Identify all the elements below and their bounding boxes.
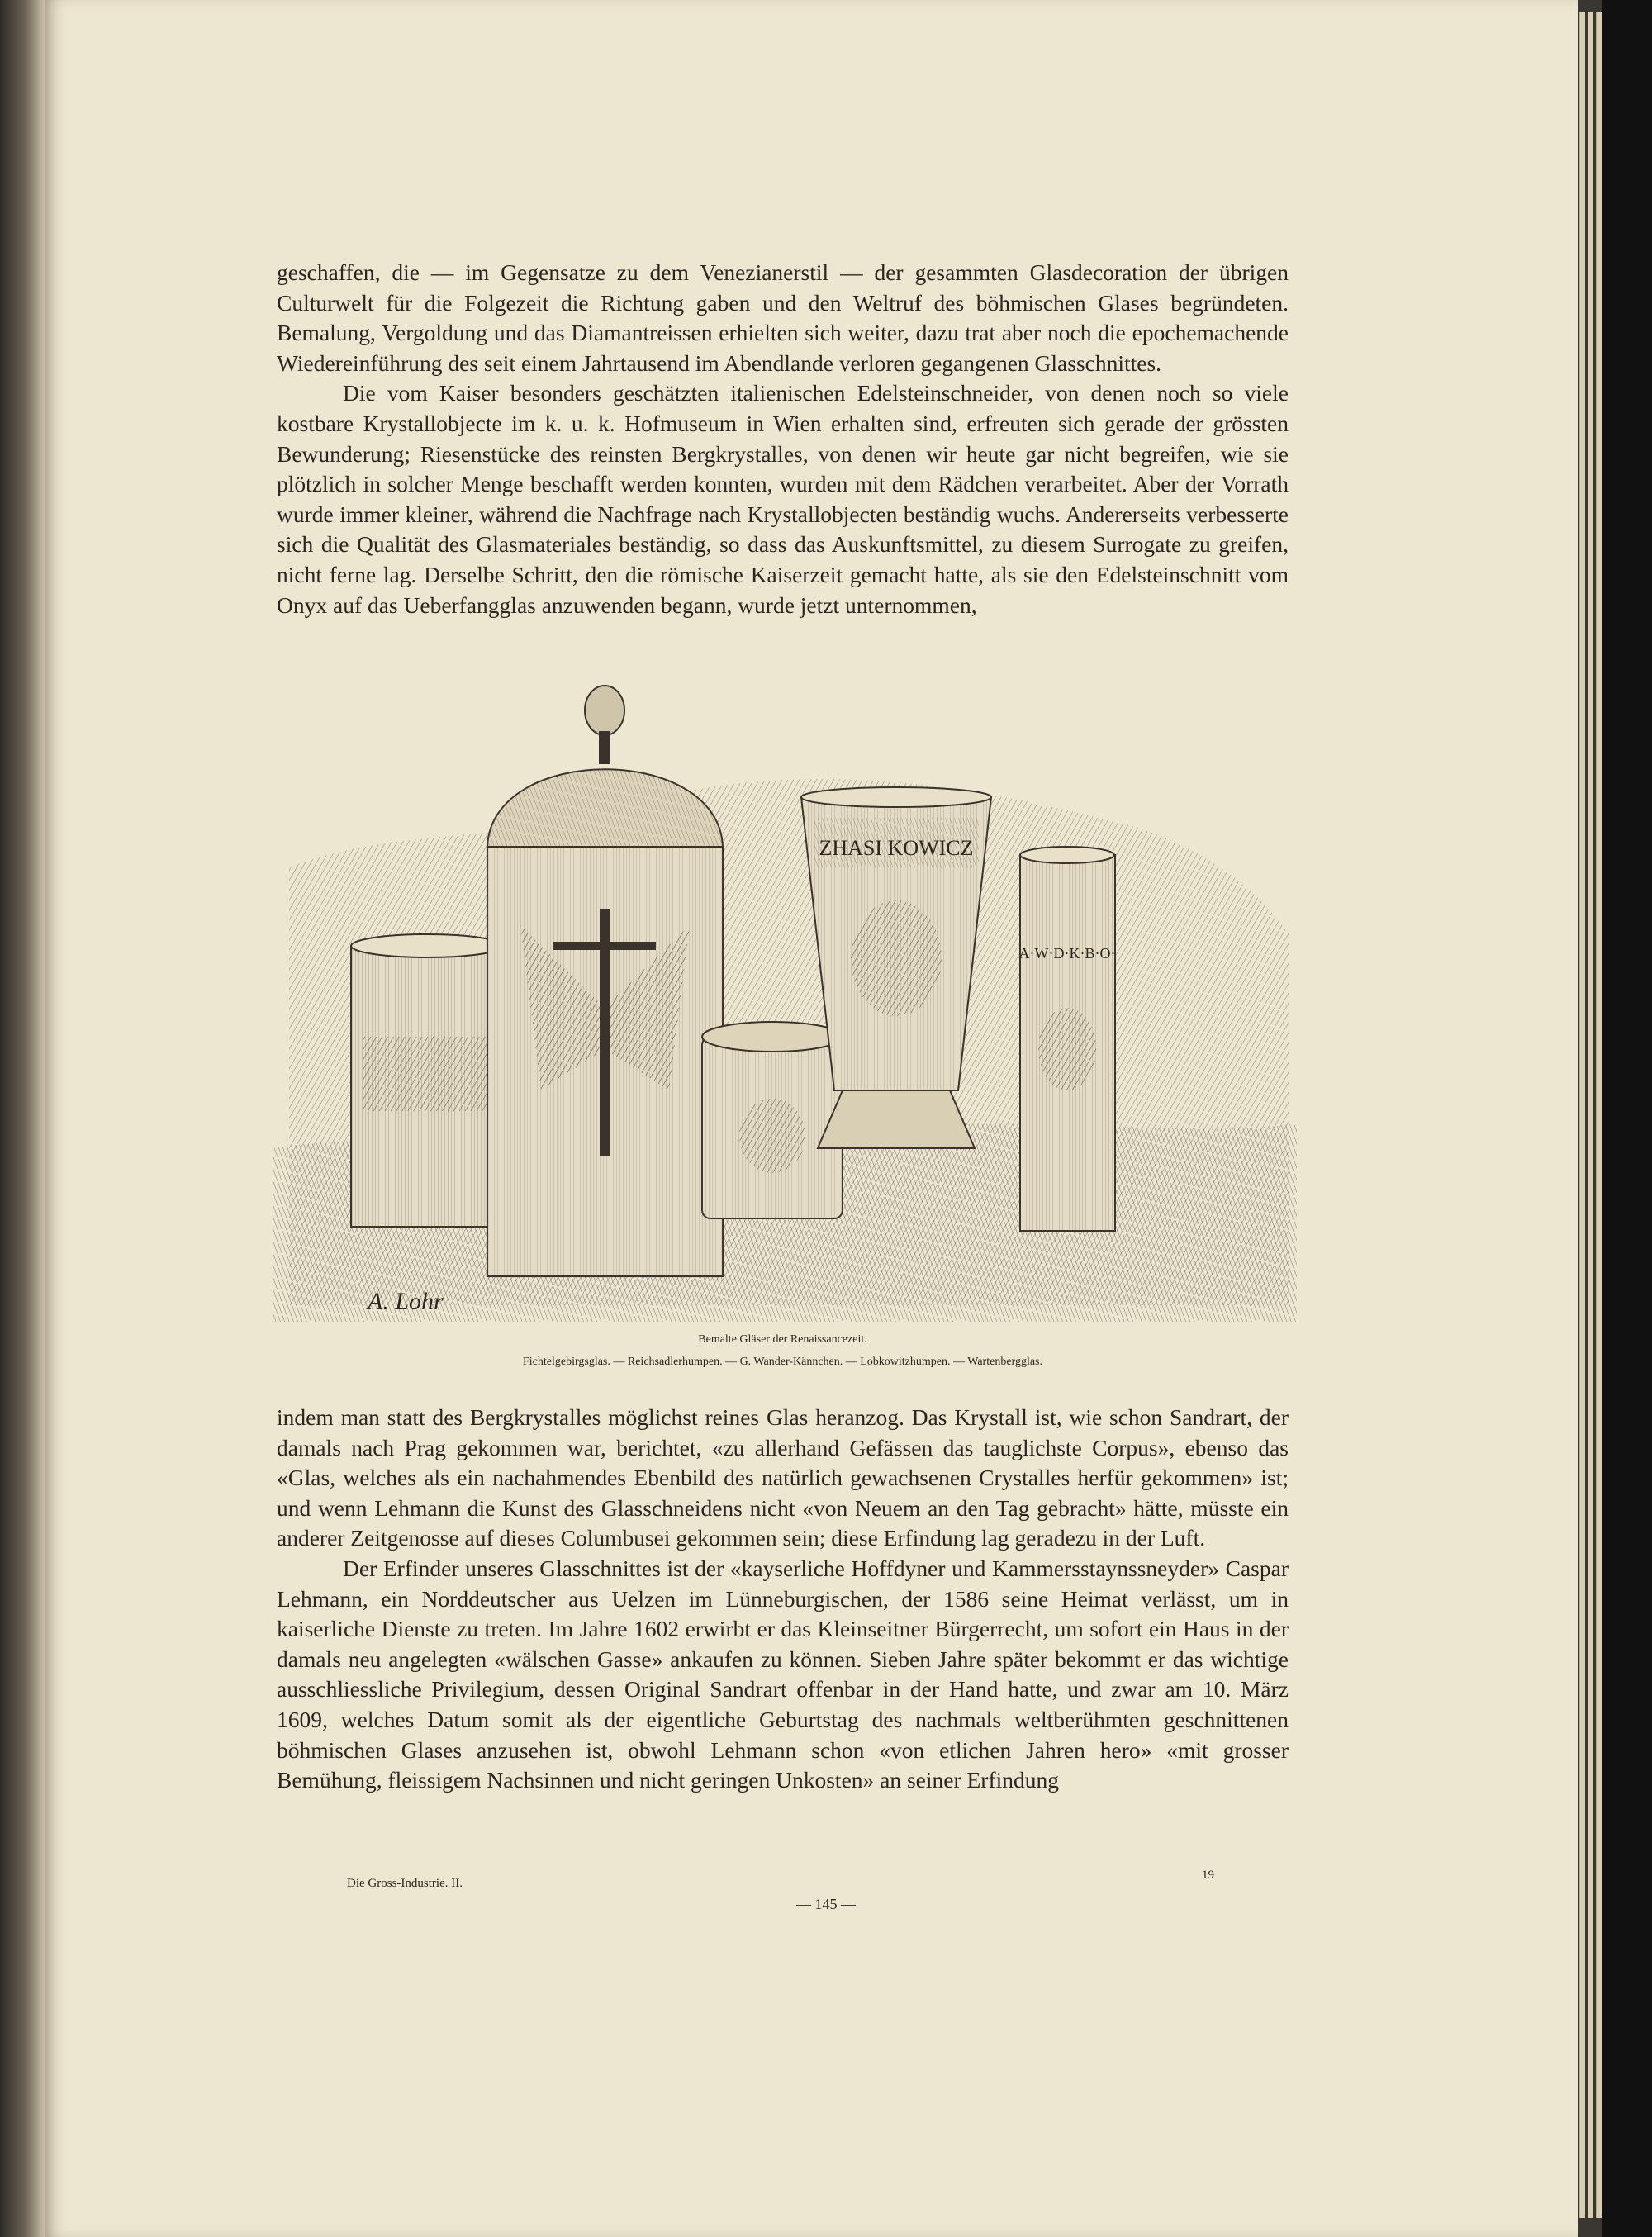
tall-glass-inscription: A·W·D·K·B·O· (1018, 945, 1116, 962)
wander-kaennchen (702, 1022, 843, 1218)
paragraph: geschaffen, die — im Gegensatze zu dem Venezianerstil — der gesammten Glasdecoration der übrigen Culturwelt für die Folgezeit die Richtung gaben und den Weltruf des böhmischen Glases begründeten. Bemalung, Vergoldung und das Diamantreissen erhielten sich weiter, dazu trat aber noch die epochemachende Wiedereinführung des seit einem Jahrtausend im Abendlande verloren gegangenen Glasschnittes. (277, 259, 1289, 376)
engraving-illustration (273, 661, 1297, 1322)
figure-caption-items: Fichtelgebirgsglas. — Reichsadlerhumpen. — G. Wander-Kännchen. — Lobkowitzhumpen. — Wartenbergglas. (522, 1356, 1042, 1368)
fichtelgebirgsglas (351, 934, 504, 1227)
reichsadlerhumpen (487, 686, 723, 1276)
artist-signature: A. Lohr (368, 1288, 444, 1315)
wartenbergglas (1019, 847, 1116, 1231)
lower-text (277, 1403, 1289, 1796)
figure-caption-title: Bemalte Gläser der Renaissancezeit. (698, 1333, 867, 1346)
footer-signature-mark: 19 (1202, 1869, 1214, 1882)
paragraph: indem man statt des Bergkrystalles möglichst reines Glas heranzog. Das Krystall ist, wie schon Sandrart, der damals nach Prag gekommen war, berichtet, «zu allerhand Gefässen das tauglichste Corpus», ebenso das «Glas, welches als ein nachahmendes Ebenbild des natürlich gewachsenen Crystalles herfür gekommen» ist; und wenn Lehmann die Kunst des Glasschneidens nicht «von Neuem an den Tag gebracht» hätte, müsste ein anderer Zeitgenosse auf dieses Columbusei gekommen sein; diese Erfindung lag geradezu in der Luft. (277, 1404, 1289, 1551)
page-edge (1579, 12, 1585, 2218)
page-number: — 145 — (796, 1896, 856, 1912)
paragraph: Die vom Kaiser besonders geschätzten italienischen Edelsteinschneider, von denen noch so viele kostbare Krystallobjecte im k. u. k. Hofmuseum in Wien erhalten sind, erfreuten sich gerade der grössten Bewunderung; Riesenstücke des reinsten Bergkrystalles, von denen wir heute gar nicht begreifen, wie sie plötzlich in solcher Menge beschafft werden konnten, wurden mit dem Rädchen verarbeitet. Aber der Vorrath wurde immer kleiner, während die Nachfrage nach Krystallobjecten beständig wuchs. Andererseits verbesserte sich die Qualität des Glasmateriales beständig, so dass das Auskunftsmittel, zu diesem Surrogate zu greifen, nicht ferne lag. Derselbe Schritt, den die römische Kaiserzeit gemacht hatte, als sie den Edelsteinschnitt vom Onyx auf das Ueberfangglas anzuwenden begann, wurde jetzt unternommen, (277, 380, 1289, 618)
page-edge (1596, 12, 1602, 2218)
goblet-inscription: ZHASI KOWICZ (819, 836, 974, 860)
paragraph: Der Erfinder unseres Glasschnittes ist der «kayserliche Hoffdyner und Kammersstaynssneyder» Caspar Lehmann, ein Norddeutscher aus Uelzen im Lünneburgischen, der 1586 seine Heimat verlässt, um in kaiserliche Dienste zu treten. Im Jahre 1602 erwirbt er das Kleinseitner Bürgerrecht, um sofort ein Haus in der damals neu angelegten «wälschen Gasse» ankaufen zu können. Sieben Jahre später bekommt er das wichtige ausschliessliche Privilegium, dessen Original Sandrart offenbar in der Hand hatte, und zwar am 10. März 1609, welches Datum somit als der eigentliche Geburtstag des nachmals weltberühmten geschnittenen böhmischen Glases anzusehen ist, obwohl Lehmann schon «von etlichen Jahren hero» «mit grosser Bemühung, fleissigem Nachsinnen und nicht geringen Unkosten» an seiner Erfindung (277, 1555, 1289, 1793)
page-edge (1588, 12, 1593, 2218)
upper-text (277, 258, 1289, 620)
footer-series-title: Die Gross-Industrie. II. (347, 1877, 463, 1890)
